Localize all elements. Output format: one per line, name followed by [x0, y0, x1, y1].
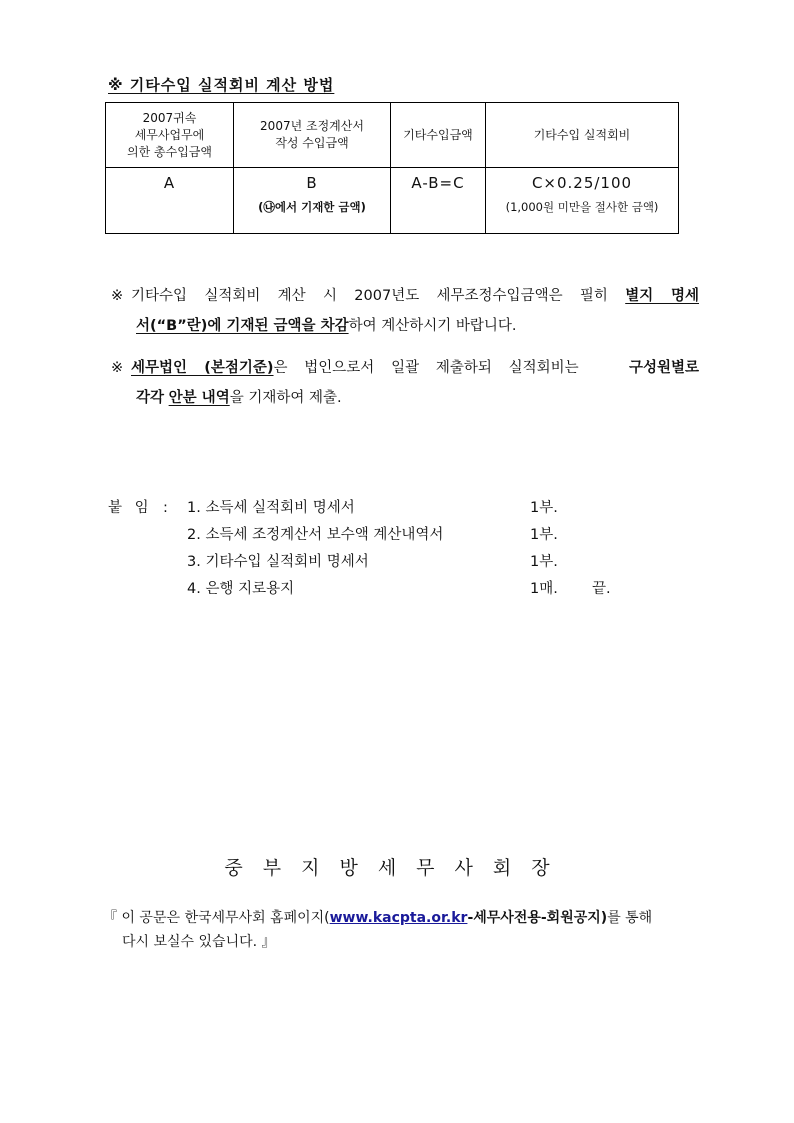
attachment-qty: 1매. — [530, 581, 558, 597]
note2-text1: 은 법인으로서 일괄 제출하되 실적회비는 — [273, 360, 579, 376]
value-d: C×0.25/100 — [531, 174, 633, 192]
footer-notice — [103, 906, 703, 954]
attachment-item: 2. 소득세 조정계산서 보수액 계산내역서 — [187, 527, 444, 543]
attachments-label: 붙 임 — [108, 500, 153, 516]
cell-a — [106, 168, 234, 234]
table-value-row — [106, 168, 679, 234]
note1-text1: 기타수입 실적회비 계산 시 2007년도 세무조정수입금액은 필히 — [131, 288, 608, 304]
table-header-row — [106, 103, 679, 168]
note2-text2: 을 기재하여 제출. — [229, 390, 342, 406]
attachment-item: 1. 소득세 실적회비 명세서 — [187, 500, 355, 516]
note-mark: ※ — [111, 288, 124, 304]
note-tax-corporation — [111, 353, 699, 413]
header-total-income: 2007귀속 세무사업무에 의한 총수입금액 — [106, 103, 234, 168]
footer-path: -세무사전용-회원공지) — [467, 910, 608, 926]
note1-text2: 하여 계산하시기 바랍니다. — [348, 318, 517, 334]
note-deduction — [111, 281, 699, 341]
footer-text2: 다시 보실수 있습니다. 』 — [122, 934, 276, 950]
value-c: A-B=C — [411, 174, 465, 192]
attachment-item: 3. 기타수입 실적회비 명세서 — [187, 554, 369, 570]
note2-bold2: 구성원별로 — [628, 360, 699, 376]
attachment-qty: 1부. — [530, 500, 558, 516]
end-mark: 끝. — [592, 581, 611, 597]
note2-bold1: 세무법인 (본점기준) — [131, 360, 274, 376]
note1-bold2: 서(“B”란)에 기재된 금액을 차감 — [136, 318, 349, 334]
header-other-dues: 기타수입 실적회비 — [486, 103, 679, 168]
calculation-table — [105, 102, 679, 234]
header-adjustment-income: 2007년 조정계산서 작성 수입금액 — [234, 103, 391, 168]
cell-c — [391, 168, 486, 234]
note2-bold4: 안분 내역 — [168, 390, 230, 406]
value-d-note: (1,000원 미만을 절사한 금액) — [505, 200, 659, 214]
attachment-qty: 1부. — [530, 527, 558, 543]
homepage-link[interactable]: www.kacpta.or.kr — [329, 910, 468, 926]
note2-bold3: 각각 — [136, 390, 165, 406]
value-b: B — [306, 174, 318, 192]
value-a: A — [163, 174, 176, 192]
footer-open: 『 이 공문은 한국세무사회 홈페이지( — [103, 910, 330, 926]
attachments-colon: : — [163, 500, 168, 516]
page-heading: ※ 기타수입 실적회비 계산 방법 — [108, 76, 335, 94]
attachment-item: 4. 은행 지로용지 — [187, 581, 295, 597]
header-other-income: 기타수입금액 — [391, 103, 486, 168]
attachment-qty: 1부. — [530, 554, 558, 570]
cell-d — [486, 168, 679, 234]
value-b-note: (㉯에서 기재한 금액) — [258, 200, 366, 214]
note-mark: ※ — [111, 360, 124, 376]
note1-bold1: 별지 명세 — [625, 288, 699, 304]
signature: 중부지방세무사회장 — [224, 857, 570, 879]
cell-b — [234, 168, 391, 234]
footer-text1: 를 통해 — [607, 910, 653, 926]
